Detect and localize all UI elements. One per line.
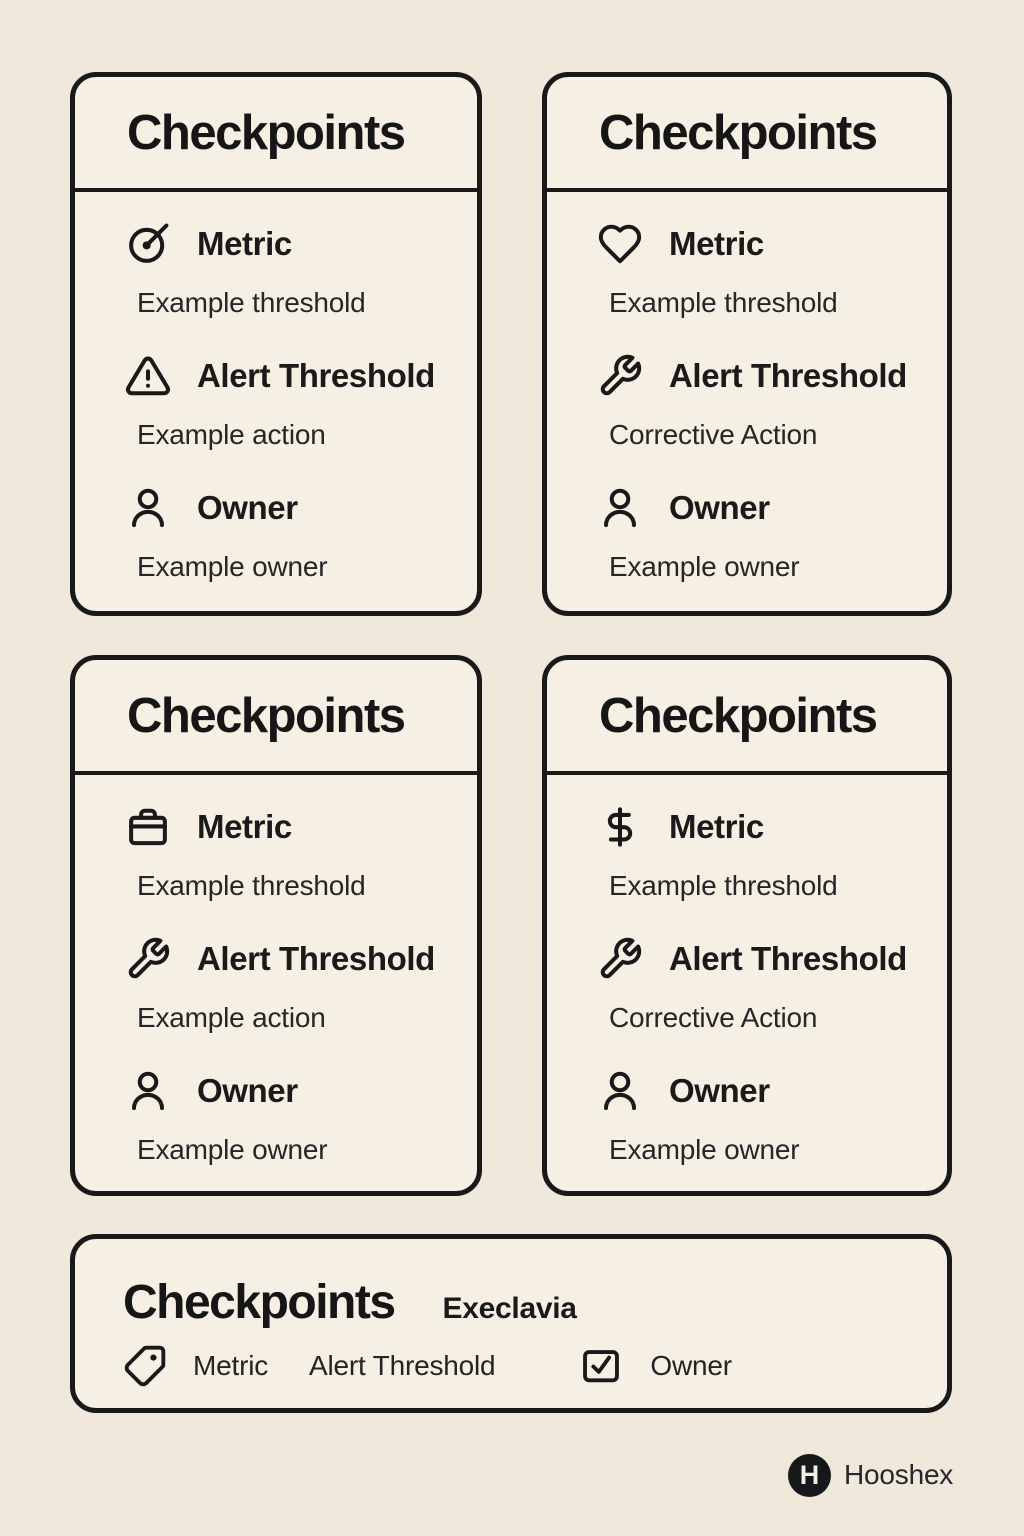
owner-example: Example owner: [137, 1134, 328, 1165]
card-header: [547, 77, 947, 192]
owner-label: Owner: [197, 489, 298, 526]
metric-label: Metric: [669, 808, 764, 845]
alert-threshold-row: [125, 352, 459, 400]
card-body: [75, 192, 477, 584]
briefcase-icon: [125, 804, 171, 850]
card-header: [75, 660, 477, 775]
wrench-icon: [597, 353, 643, 399]
card-title: Checkpoints: [599, 105, 877, 160]
check-square-icon: [579, 1344, 623, 1388]
metric-example: Example threshold: [609, 870, 838, 901]
alert-threshold-row: [597, 352, 929, 400]
summary-alert-threshold-label: Alert Threshold: [309, 1350, 496, 1381]
metric-row: [597, 220, 929, 268]
alert-threshold-label: Alert Threshold: [197, 357, 435, 394]
card-body: [547, 192, 947, 584]
metric-label: Metric: [197, 808, 292, 845]
owner-example: Example owner: [137, 551, 328, 582]
card-title: Checkpoints: [599, 688, 877, 743]
metric-row: [125, 220, 459, 268]
summary-inner: [75, 1239, 947, 1389]
owner-row: [125, 1067, 459, 1115]
alert-threshold-label: Alert Threshold: [197, 940, 435, 977]
card-header: [547, 660, 947, 775]
metric-example: Example threshold: [137, 870, 366, 901]
brand-footer: [788, 1453, 953, 1497]
alert-threshold-example: Example action: [137, 419, 326, 450]
metric-label: Metric: [669, 225, 764, 262]
target-icon: [125, 221, 171, 267]
checkpoint-card-3: [70, 655, 482, 1196]
alert-triangle-icon: [125, 353, 171, 399]
card-body: [547, 775, 947, 1167]
owner-label: Owner: [669, 1072, 770, 1109]
summary-title-row: [123, 1275, 929, 1327]
owner-label: Owner: [669, 489, 770, 526]
checkpoint-summary-card: [70, 1234, 952, 1413]
user-icon: [597, 485, 643, 531]
alert-threshold-row: [125, 935, 459, 983]
metric-example: Example threshold: [137, 287, 366, 318]
owner-row: [597, 1067, 929, 1115]
owner-row: [597, 484, 929, 532]
dollar-icon: [597, 804, 643, 850]
summary-card-subtitle: Execlavia: [442, 1292, 577, 1325]
checkpoint-card-2: [542, 72, 952, 616]
card-header: [75, 77, 477, 192]
alert-threshold-example: Corrective Action: [609, 419, 818, 450]
summary-owner-label: Owner: [650, 1350, 732, 1381]
owner-example: Example owner: [609, 1134, 800, 1165]
checkpoint-card-4: [542, 655, 952, 1196]
summary-card-title: Checkpoints: [123, 1276, 395, 1329]
metric-label: Metric: [197, 225, 292, 262]
summary-items-row: [123, 1343, 929, 1389]
card-body: [75, 775, 477, 1167]
alert-threshold-label: Alert Threshold: [669, 940, 907, 977]
owner-label: Owner: [197, 1072, 298, 1109]
tag-icon: [123, 1344, 167, 1388]
checkpoint-card-1: [70, 72, 482, 616]
user-icon: [125, 1068, 171, 1114]
user-icon: [125, 485, 171, 531]
alert-threshold-example: Corrective Action: [609, 1002, 818, 1033]
owner-example: Example owner: [609, 551, 800, 582]
alert-threshold-example: Example action: [137, 1002, 326, 1033]
alert-threshold-label: Alert Threshold: [669, 357, 907, 394]
wrench-icon: [125, 936, 171, 982]
metric-row: [597, 803, 929, 851]
user-icon: [597, 1068, 643, 1114]
card-title: Checkpoints: [127, 105, 405, 160]
heart-icon: [597, 221, 643, 267]
hooshex-logo-icon: H: [788, 1454, 831, 1497]
summary-metric-label: Metric: [193, 1350, 269, 1381]
metric-row: [125, 803, 459, 851]
card-title: Checkpoints: [127, 688, 405, 743]
wrench-icon: [597, 936, 643, 982]
metric-example: Example threshold: [609, 287, 838, 318]
brand-name: Hooshex: [844, 1459, 954, 1490]
alert-threshold-row: [597, 935, 929, 983]
owner-row: [125, 484, 459, 532]
